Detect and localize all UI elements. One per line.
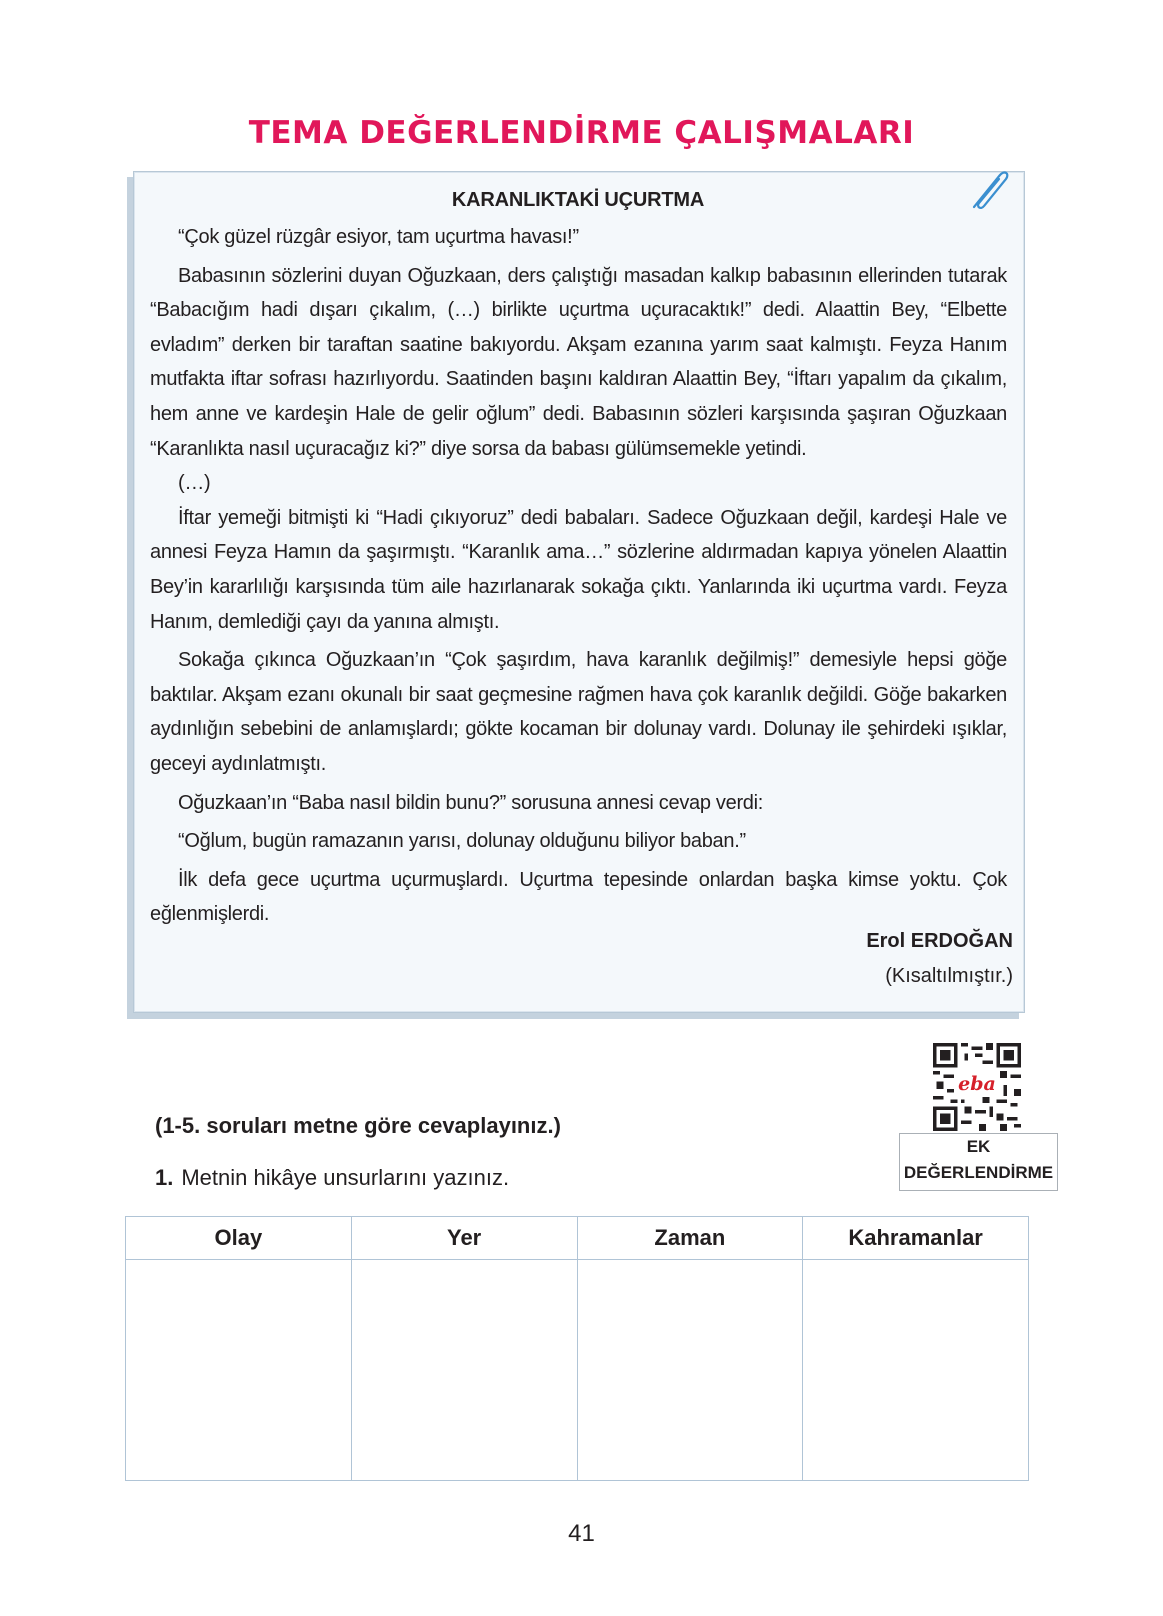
answer-cell-yer[interactable] xyxy=(351,1260,577,1481)
story-paragraph: Babasının sözlerini duyan Oğuzkaan, ders çalıştığı masadan kalkıp babasının ellerinden tutarak “Babacığım hadi dışarı çıkalım, (…) birlikte uçurtma uçuracaktık!” dedi. Alaattin Bey, “Elbette evladım” derken bir taraftan saatine bakıyordu. Akşam ezanına yarım saat kalmıştı. Feyza Hanım mutfakta iftar sofrası hazırlıyordu. Saatinden başını kaldıran Alaattin Bey, “İftarı yapalım da çıkalım, hem anne ve kardeşin Hale de gelir oğlum” dedi. Babasının sözleri karşısında şaşıran Oğuzkaan “Karanlıkta nasıl uçuracağız ki?” diye sorsa da babası gülümsemekle yetindi. xyxy=(150,264,1007,460)
page-title: TEMA DEĞERLENDİRME ÇALIŞMALARI xyxy=(248,115,915,151)
story-note: (Kısaltılmıştır.) xyxy=(885,965,1013,987)
story-paragraph: (…) xyxy=(178,472,211,495)
question-1 xyxy=(155,1165,509,1191)
answer-cell-kahramanlar[interactable] xyxy=(803,1260,1029,1481)
table-header-kahramanlar: Kahramanlar xyxy=(803,1217,1029,1260)
answer-cell-zaman[interactable] xyxy=(577,1260,803,1481)
eba-logo: eba xyxy=(958,1073,996,1095)
story-paragraph: İlk defa gece uçurtma uçurmuşlardı. Uçurtma tepesinde onlardan başka kimse yoktu. Çok eğlenmişlerdi. xyxy=(150,868,1007,926)
question-text: Metnin hikâye unsurlarını yazınız. xyxy=(181,1165,510,1190)
story-paragraph: Sokağa çıkınca Oğuzkaan’ın “Çok şaşırdım, hava karanlık değilmiş!” demesiyle hepsi göğe baktılar. Akşam ezanı okunalı bir saat geçmesine rağmen hava çok karanlık değildi. Göğe bakarken aydınlığın sebebini de anlamışlardı; gökte kocaman bir dolunay vardı. Dolunay ile şehirdeki ışıklar, geceyi aydınlatmıştı. xyxy=(150,649,1007,775)
table-header-olay: Olay xyxy=(126,1217,352,1260)
story-paragraph: “Oğlum, bugün ramazanın yarısı, dolunay olduğunu biliyor baban.” xyxy=(178,830,746,853)
story-paragraph: Oğuzkaan’ın “Baba nasıl bildin bunu?” sorusuna annesi cevap verdi: xyxy=(178,791,764,814)
questions-instruction: (1-5. soruları metne göre cevaplayınız.) xyxy=(155,1113,561,1138)
page-number: 41 xyxy=(568,1520,595,1547)
answer-cell-olay[interactable] xyxy=(126,1260,352,1481)
story-author: Erol ERDOĞAN xyxy=(866,930,1013,952)
table-header-yer: Yer xyxy=(351,1217,577,1260)
story-body xyxy=(150,220,1007,932)
table-header-zaman: Zaman xyxy=(577,1217,803,1260)
story-paragraph: İftar yemeği bitmişti ki “Hadi çıkıyoruz” dedi babaları. Sadece Oğuzkaan değil, kardeşi Hale ve annesi Feyza Hamın da şaşırmıştı. “Karanlık ama…” sözlerine aldırmadan kapıya yönelen Alaattin Bey’in kararlılığı karşısında tüm aile hazırlanarak sokağa çıktı. Yanlarında iki uçurtma vardı. Feyza Hanım, demlediği çayı da yanına almıştı. xyxy=(150,506,1007,633)
story-paragraph: “Çok güzel rüzgâr esiyor, tam uçurtma havası!” xyxy=(178,226,579,248)
ek-degerlendirme-label: EK DEĞERLENDİRME xyxy=(899,1133,1058,1191)
story-title: KARANLIKTAKİ UÇURTMA xyxy=(451,189,705,211)
story-elements-table xyxy=(125,1216,1029,1481)
question-number: 1. xyxy=(155,1165,174,1190)
